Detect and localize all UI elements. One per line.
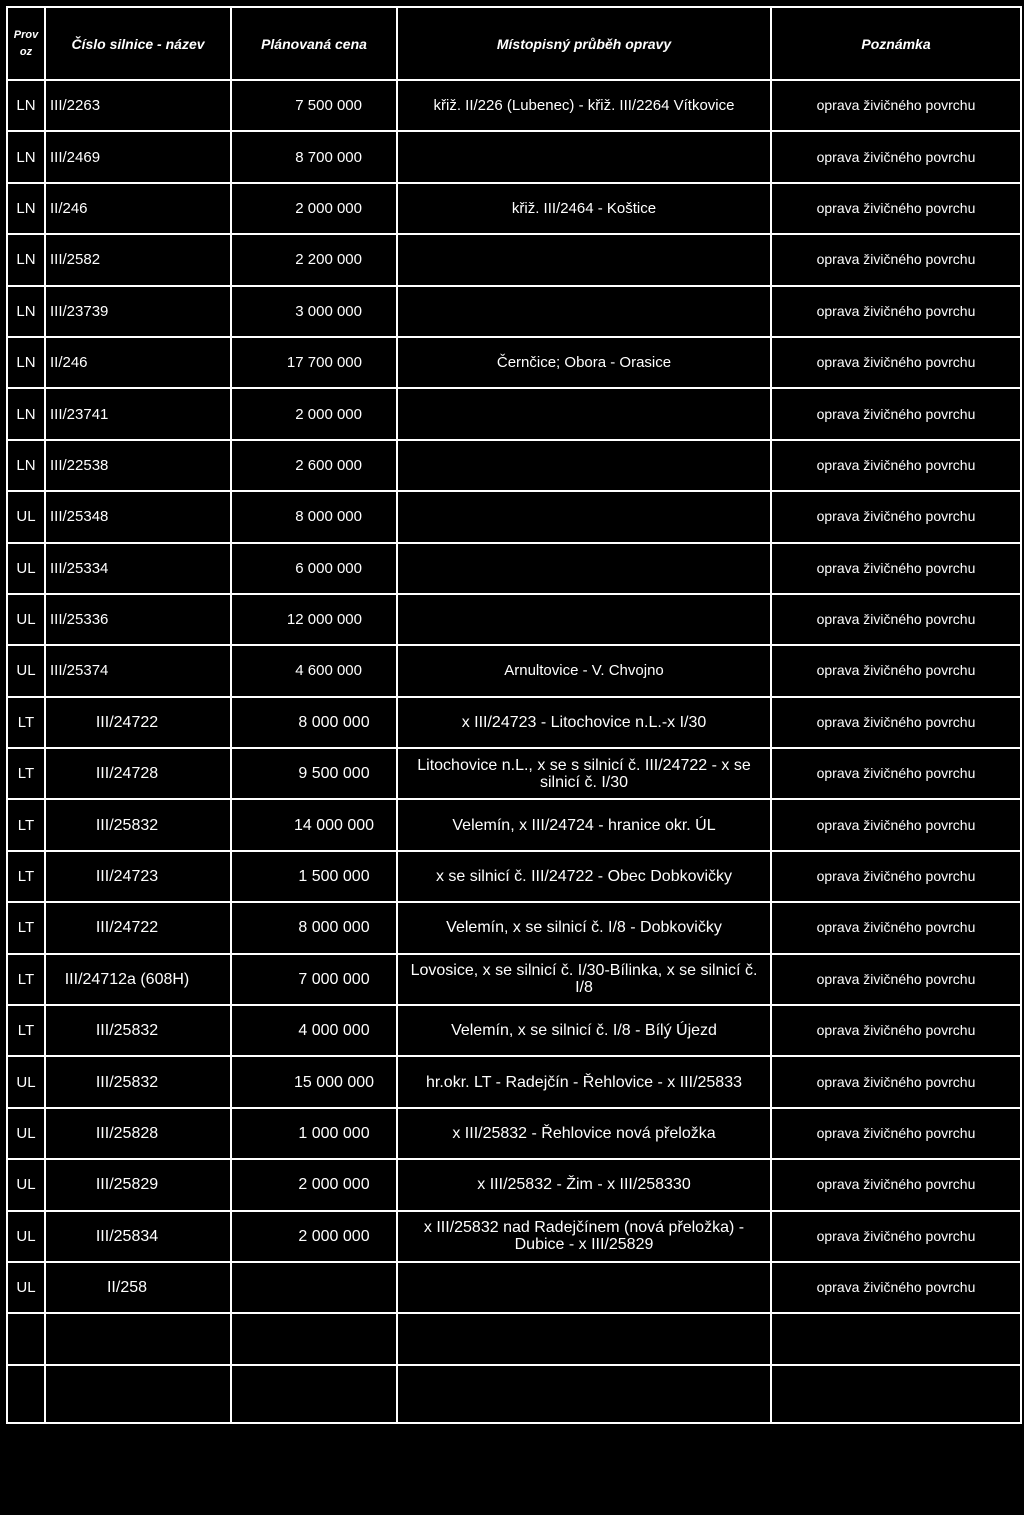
cell-note: oprava živičného povrchu [771,543,1021,594]
table-row [7,491,1021,542]
table-row [7,286,1021,337]
cell-route: Velemín, x se silnicí č. I/8 - Dobkovičky [397,902,771,953]
cell-route [397,594,771,645]
cell-road: III/24712a (608H) [45,954,231,1005]
cell-price: 2 000 000 [231,388,397,439]
table-row [7,80,1021,131]
cell-road: III/2263 [45,80,231,131]
table-row [7,1056,1021,1107]
cell-route: Arnultovice - V. Chvojno [397,645,771,696]
cell-prov: LT [7,748,45,799]
cell-prov: LT [7,1005,45,1056]
table-row [7,131,1021,182]
table-row [7,748,1021,799]
table-row [7,954,1021,1005]
cell-price: 8 000 000 [231,902,397,953]
cell-note: oprava živičného povrchu [771,131,1021,182]
empty-cell [7,1365,45,1423]
cell-price [231,1262,397,1313]
cell-route: křiž. III/2464 - Koštice [397,183,771,234]
cell-road: III/24728 [45,748,231,799]
cell-road: III/24722 [45,697,231,748]
cell-price: 2 600 000 [231,440,397,491]
cell-route: Lovosice, x se silnicí č. I/30-Bílinka, x se silnicí č. I/8 [397,954,771,1005]
cell-route: křiž. II/226 (Lubenec) - křiž. III/2264 Vítkovice [397,80,771,131]
table-row [7,1262,1021,1313]
cell-note: oprava živičného povrchu [771,388,1021,439]
cell-route: x III/24723 - Litochovice n.L.-x I/30 [397,697,771,748]
empty-cell [231,1365,397,1423]
header-price: Plánovaná cena [231,7,397,80]
cell-price: 4 000 000 [231,1005,397,1056]
cell-price: 8 000 000 [231,697,397,748]
cell-note: oprava živičného povrchu [771,697,1021,748]
cell-note: oprava živičného povrchu [771,1056,1021,1107]
cell-price: 15 000 000 [231,1056,397,1107]
cell-prov: LT [7,697,45,748]
cell-price: 6 000 000 [231,543,397,594]
cell-route: Velemín, x III/24724 - hranice okr. ÚL [397,799,771,850]
table-row [7,851,1021,902]
cell-road: III/25828 [45,1108,231,1159]
cell-note: oprava živičného povrchu [771,491,1021,542]
cell-prov: UL [7,491,45,542]
table-row [7,337,1021,388]
cell-price: 8 700 000 [231,131,397,182]
table-row [7,1108,1021,1159]
empty-cell [45,1313,231,1364]
cell-route [397,131,771,182]
cell-road: III/25348 [45,491,231,542]
table-row [7,1211,1021,1262]
table-row [7,1159,1021,1210]
cell-note: oprava živičného povrchu [771,1262,1021,1313]
cell-road: III/25334 [45,543,231,594]
cell-price: 9 500 000 [231,748,397,799]
cell-note: oprava živičného povrchu [771,748,1021,799]
cell-road: II/258 [45,1262,231,1313]
cell-road: III/25829 [45,1159,231,1210]
table-row [7,543,1021,594]
cell-price: 8 000 000 [231,491,397,542]
cell-prov: UL [7,1108,45,1159]
header-row [7,7,1021,80]
cell-road: III/23739 [45,286,231,337]
cell-route [397,388,771,439]
cell-price: 7 500 000 [231,80,397,131]
cell-road: III/25834 [45,1211,231,1262]
table-row [7,1005,1021,1056]
cell-prov: LN [7,388,45,439]
cell-prov: LT [7,851,45,902]
cell-road: III/25336 [45,594,231,645]
cell-road: III/25832 [45,1056,231,1107]
cell-prov: UL [7,1262,45,1313]
table-row [7,183,1021,234]
empty-cell [771,1365,1021,1423]
table-row [7,902,1021,953]
cell-price: 7 000 000 [231,954,397,1005]
table-row [7,594,1021,645]
cell-route [397,440,771,491]
cell-prov: LN [7,234,45,285]
empty-row [7,1313,1021,1364]
empty-cell [45,1365,231,1423]
cell-road: III/25832 [45,1005,231,1056]
table-row [7,645,1021,696]
cell-note: oprava živičného povrchu [771,183,1021,234]
cell-prov: LT [7,902,45,953]
cell-note: oprava živičného povrchu [771,1159,1021,1210]
table-row [7,388,1021,439]
cell-road: III/2469 [45,131,231,182]
header-road: Číslo silnice - název [45,7,231,80]
cell-route [397,234,771,285]
cell-prov: LN [7,80,45,131]
cell-prov: LT [7,799,45,850]
cell-note: oprava živičného povrchu [771,234,1021,285]
empty-cell [771,1313,1021,1364]
cell-note: oprava živičného povrchu [771,594,1021,645]
cell-note: oprava živičného povrchu [771,851,1021,902]
cell-prov: UL [7,1159,45,1210]
cell-route: Litochovice n.L., x se s silnicí č. III/24722 - x se silnicí č. I/30 [397,748,771,799]
cell-note: oprava živičného povrchu [771,1005,1021,1056]
cell-route: x se silnicí č. III/24722 - Obec Dobkovičky [397,851,771,902]
cell-price: 2 200 000 [231,234,397,285]
cell-note: oprava živičného povrchu [771,645,1021,696]
cell-note: oprava živičného povrchu [771,954,1021,1005]
cell-note: oprava živičného povrchu [771,1211,1021,1262]
cell-price: 17 700 000 [231,337,397,388]
empty-cell [7,1313,45,1364]
cell-price: 1 000 000 [231,1108,397,1159]
cell-road: III/25832 [45,799,231,850]
cell-prov: UL [7,1211,45,1262]
cell-prov: UL [7,594,45,645]
cell-route: Černčice; Obora - Orasice [397,337,771,388]
cell-price: 2 000 000 [231,183,397,234]
cell-price: 12 000 000 [231,594,397,645]
cell-route: hr.okr. LT - Radejčín - Řehlovice - x III/25833 [397,1056,771,1107]
empty-cell [397,1313,771,1364]
table-row [7,697,1021,748]
cell-route [397,491,771,542]
cell-price: 4 600 000 [231,645,397,696]
cell-price: 14 000 000 [231,799,397,850]
cell-prov: LN [7,286,45,337]
cell-note: oprava živičného povrchu [771,286,1021,337]
cell-prov: UL [7,543,45,594]
road-repair-table [6,6,1022,1424]
cell-road: III/24722 [45,902,231,953]
cell-road: III/23741 [45,388,231,439]
empty-cell [397,1365,771,1423]
cell-prov: LN [7,183,45,234]
cell-route [397,1262,771,1313]
cell-prov: LN [7,337,45,388]
cell-price: 3 000 000 [231,286,397,337]
cell-route: x III/25832 - Žim - x III/258330 [397,1159,771,1210]
cell-route [397,286,771,337]
cell-note: oprava živičného povrchu [771,799,1021,850]
empty-cell [231,1313,397,1364]
cell-road: III/2582 [45,234,231,285]
cell-road: III/22538 [45,440,231,491]
cell-road: II/246 [45,183,231,234]
table-row [7,234,1021,285]
cell-route: x III/25832 - Řehlovice nová přeložka [397,1108,771,1159]
cell-prov: LT [7,954,45,1005]
cell-note: oprava živičného povrchu [771,440,1021,491]
cell-route: Velemín, x se silnicí č. I/8 - Bílý Újezd [397,1005,771,1056]
cell-route: x III/25832 nad Radejčínem (nová přeložka) - Dubice - x III/25829 [397,1211,771,1262]
cell-prov: LN [7,440,45,491]
cell-prov: LN [7,131,45,182]
cell-road: III/25374 [45,645,231,696]
cell-road: II/246 [45,337,231,388]
cell-price: 1 500 000 [231,851,397,902]
header-route: Místopisný průběh opravy [397,7,771,80]
table-row [7,799,1021,850]
table-row [7,440,1021,491]
cell-note: oprava živičného povrchu [771,902,1021,953]
cell-road: III/24723 [45,851,231,902]
header-note: Poznámka [771,7,1021,80]
cell-prov: UL [7,1056,45,1107]
cell-note: oprava živičného povrchu [771,1108,1021,1159]
cell-route [397,543,771,594]
cell-price: 2 000 000 [231,1211,397,1262]
cell-prov: UL [7,645,45,696]
empty-row [7,1365,1021,1423]
header-prov: Prov oz [7,7,45,80]
cell-note: oprava živičného povrchu [771,80,1021,131]
cell-price: 2 000 000 [231,1159,397,1210]
cell-note: oprava živičného povrchu [771,337,1021,388]
